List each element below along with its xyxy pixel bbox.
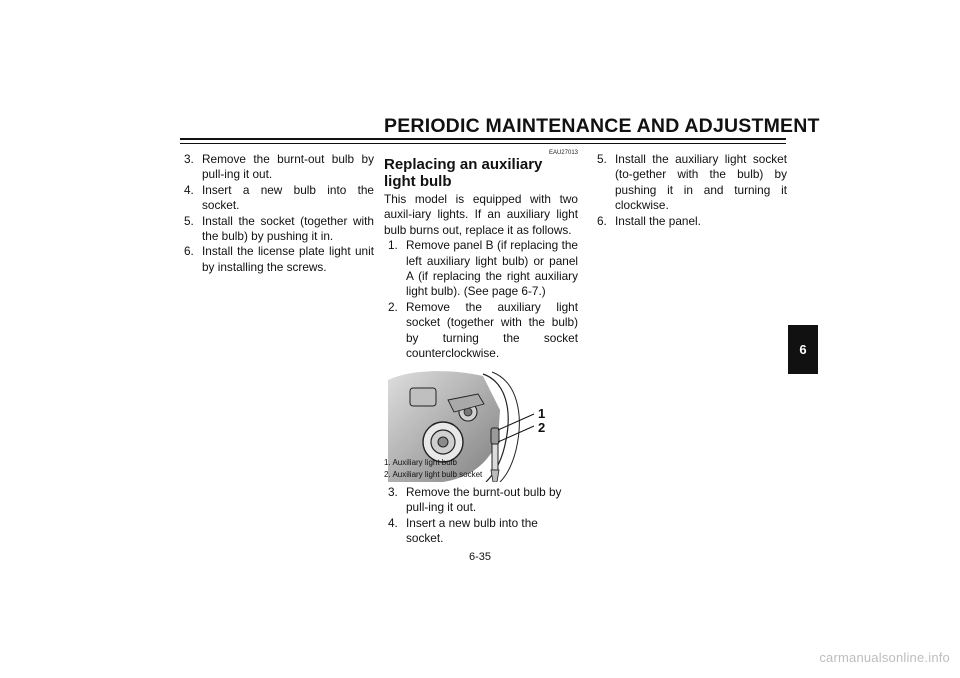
step-text: Install the socket (together with the bulb) by pushing it in. bbox=[202, 213, 374, 244]
section-title: Replacing an auxiliary light bulb bbox=[384, 156, 543, 190]
header-rule-thin bbox=[180, 143, 786, 144]
list-item bbox=[388, 300, 578, 362]
step-number: 3. bbox=[184, 152, 194, 166]
left-column bbox=[184, 152, 374, 275]
step-text: Insert a new bulb into the socket. bbox=[202, 182, 374, 213]
list-item bbox=[388, 516, 578, 547]
caption-line: 2. Auxiliary light bulb socket bbox=[384, 470, 483, 479]
list-item bbox=[184, 214, 374, 245]
right-steps-list bbox=[597, 152, 787, 229]
list-item bbox=[184, 183, 374, 214]
caption-line: 1. Auxiliary light bulb bbox=[384, 458, 457, 467]
step-text: Remove panel B (if replacing the left auxiliary light bulb) or panel A (if replacing the right auxiliary light bulb). (See page 6-7.) bbox=[406, 238, 578, 299]
chapter-tab: 6 bbox=[788, 325, 818, 374]
list-item bbox=[184, 152, 374, 183]
section-intro: This model is equipped with two auxil-iary lights. If an auxiliary light bulb burns out, replace it as follows. bbox=[384, 192, 578, 237]
list-item bbox=[597, 152, 787, 214]
left-steps-list bbox=[184, 152, 374, 275]
step-text: Install the license plate light unit by installing the screws. bbox=[202, 244, 374, 274]
header-rule-thick bbox=[180, 138, 786, 140]
right-column bbox=[597, 152, 787, 229]
step-number: 5. bbox=[184, 213, 194, 228]
watermark: carmanualsonline.info bbox=[819, 650, 950, 665]
step-number: 6. bbox=[184, 244, 194, 259]
middle-column-continued bbox=[384, 485, 578, 547]
step-number: 5. bbox=[597, 152, 607, 166]
step-text: Remove the auxiliary light socket (together with the bulb) by turning the socket counterclockwise. bbox=[406, 299, 578, 361]
list-item bbox=[388, 485, 578, 516]
section-steps-after-list bbox=[384, 485, 578, 547]
step-text: Remove the burnt-out bulb by pull-ing it out. bbox=[202, 152, 374, 182]
step-number: 2. bbox=[388, 299, 398, 314]
page-number: 6-35 bbox=[468, 551, 492, 563]
list-item bbox=[597, 214, 787, 229]
step-number: 1. bbox=[388, 238, 398, 253]
middle-column bbox=[384, 150, 578, 482]
step-text: Insert a new bulb into the socket. bbox=[406, 515, 538, 546]
step-text: Install the panel. bbox=[615, 213, 701, 228]
figure-caption bbox=[384, 457, 584, 481]
figure-callout-1: 1 bbox=[538, 406, 546, 422]
list-item bbox=[184, 244, 374, 275]
step-number: 6. bbox=[597, 213, 607, 228]
list-item bbox=[388, 238, 578, 300]
figure-callout-2: 2 bbox=[538, 420, 546, 436]
step-text: Remove the burnt-out bulb by pull-ing it out. bbox=[406, 485, 562, 515]
step-number: 4. bbox=[184, 182, 194, 197]
page-header-title: PERIODIC MAINTENANCE AND ADJUSTMENT bbox=[384, 115, 820, 137]
step-number: 4. bbox=[388, 515, 398, 530]
section-code: EAU27013 bbox=[548, 150, 578, 156]
step-text: Install the auxiliary light socket (to-gether with the bulb) by pushing it in and turning it clockwise. bbox=[615, 152, 787, 213]
step-number: 3. bbox=[388, 485, 398, 499]
section-steps-list bbox=[384, 238, 578, 361]
